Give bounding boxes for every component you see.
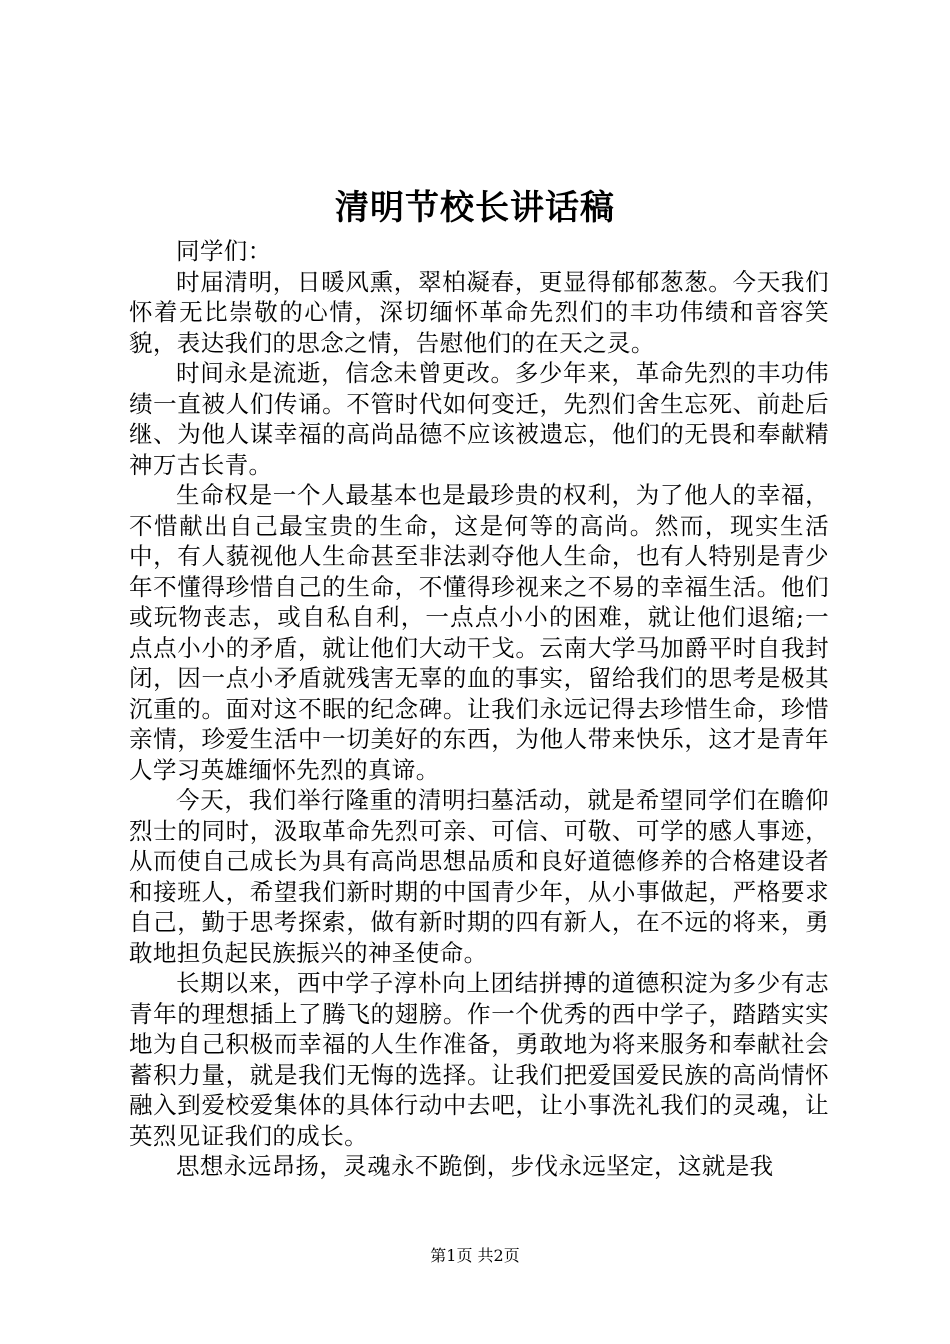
body-paragraph: 长期以来，西中学子淳朴向上团结拼搏的道德积淀为多少有志青年的理想插上了腾飞的翅膀。作一个优秀的西中学子，踏踏实实地为自己积极而幸福的人生作准备，勇敢地为将来服务和奉献社会蓄积力量，就是我们无悔的选择。让我们把爱国爱民族的高尚情怀融入到爱校爱集体的具体行动中去吧，让小事洗礼我们的灵魂，让英烈见证我们的成长。 [129,969,829,1150]
document-title: 清明节校长讲话稿 [335,188,615,228]
body-paragraph: 思想永远昂扬，灵魂永不跪倒，步伐永远坚定，这就是我 [176,1152,774,1180]
document-body [129,236,829,1182]
body-paragraph: 时间永是流逝，信念未曾更改。多少年来，革命先烈的丰功伟绩一直被人们传诵。不管时代如何变迁，先烈们舍生忘死、前赴后继、为他人谋幸福的高尚品德不应该被遗忘，他们的无畏和奉献精神万古长青。 [129,359,829,479]
page-number-footer: 第1页 共2页 [430,1246,520,1265]
salutation-paragraph: 同学们： [176,237,272,265]
body-paragraph: 生命权是一个人最基本也是最珍贵的权利，为了他人的幸福，不惜献出自己最宝贵的生命，这是何等的高尚。然而，现实生活中，有人藐视他人生命甚至非法剥夺他人生命，也有人特别是青少年不懂得珍惜自己的生命，不懂得珍视来之不易的幸福生活。他们或玩物丧志，或自私自利，一点点小小的困难，就让他们退缩;一点点小小的矛盾，就让他们大动干戈。云南大学马加爵平时自我封闭，因一点小矛盾就残害无辜的血的事实，留给我们的思考是极其沉重的。面对这不眠的纪念碑。让我们永远记得去珍惜生命，珍惜亲情，珍爱生活中一切美好的东西，为他人带来快乐，这才是青年人学习英雄缅怀先烈的真谛。 [129,481,829,784]
body-paragraph: 今天，我们举行隆重的清明扫墓活动，就是希望同学们在瞻仰烈士的同时，汲取革命先烈可亲、可信、可敬、可学的感人事迹，从而使自己成长为具有高尚思想品质和良好道德修养的合格建设者和接班人，希望我们新时期的中国青少年，从小事做起，严格要求自己，勤于思考探索，做有新时期的四有新人，在不远的将来，勇敢地担负起民族振兴的神圣使命。 [129,786,829,967]
body-paragraph: 时届清明，日暖风熏，翠柏凝春，更显得郁郁葱葱。今天我们怀着无比崇敬的心情，深切缅怀革命先烈们的丰功伟绩和音容笑貌，表达我们的思念之情，告慰他们的在天之灵。 [129,267,829,357]
